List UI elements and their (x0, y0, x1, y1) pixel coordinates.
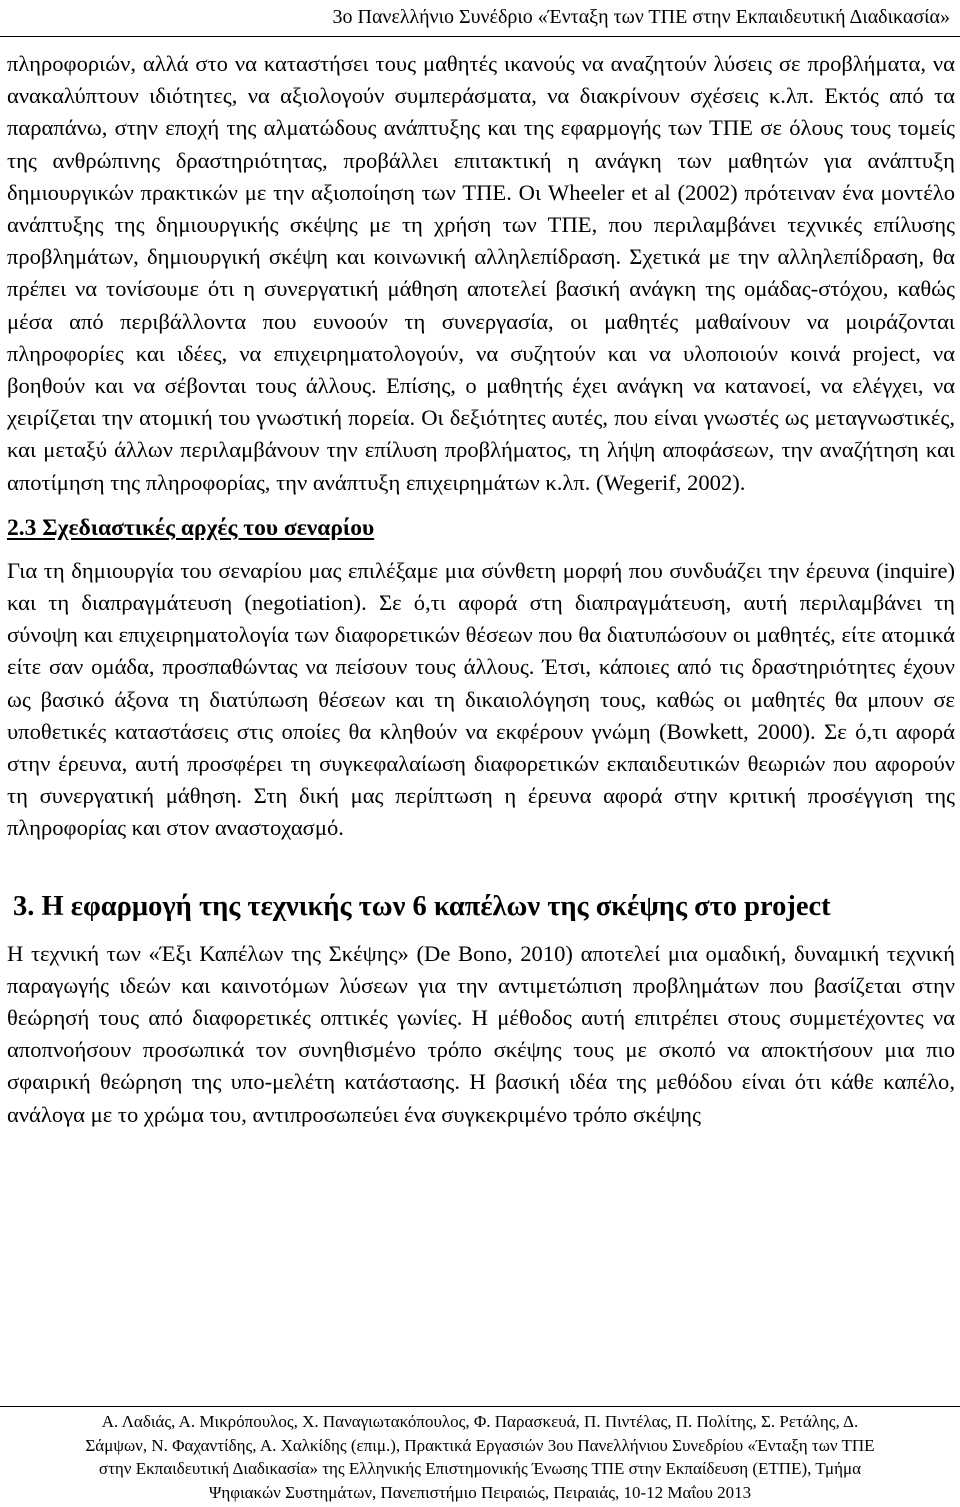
section-title: Σχεδιαστικές αρχές του σεναρίου (42, 514, 375, 541)
footer-line: Σάμψων, Ν. Φαχαντίδης, Α. Χαλκίδης (επιμ.), Πρακτικά Εργασιών 3ου Πανελλήνιου Συνεδρίου «Ένταξη των ΤΠΕ (85, 1435, 875, 1455)
paragraph-six-hats: Η τεχνική των «Έξι Καπέλων της Σκέψης» (De Bono, 2010) αποτελεί μια ομαδική, δυναμική τεχνική παραγωγής ιδεών και καινοτόμων λύσεων για την αντιμετώπιση προβλημάτων που βασίζεται στην θεώρησή τους από διαφορετικές οπτικές γωνίες. Η μέθοδος αυτή επιτρέπει στους συμμετέχοντες να αποπνοήσουν προσωπικά τον συνηθισμένο τρόπο σκέψης τους με σκοπό να αποκτήσουν μια πιο σφαιρική θεώρηση της υπο-μελέτη κατάστασης. Η βασική ιδέα της μεθόδου είναι ότι κάθε καπέλο, ανάλογα με το χρώμα του, αντιπροσωπεύει ένα συγκεκριμένο τρόπο σκέψης (7, 940, 955, 1127)
section-heading-3 (7, 888, 955, 926)
paragraph-design-principles: Για τη δημιουργία του σεναρίου μας επιλέξαμε μια σύνθετη μορφή που συνδυάζει την έρευνα (inquire) και τη διαπραγμάτευση (negotiation). Σε ό,τι αφορά στη διαπραγμάτευση, αυτή περιλαμβάνει τη σύνοψη και επιχειρηματολογία των διαφορετικών θέσεων που θα διατυπώσουν οι μαθητές, είτε ατομικά είτε σαν ομάδα, προσπαθώντας να πείσουν τους άλλους. Έτσι, κάποιες από τις δραστηριότητες έχουν ως βασικό άξονα τη διατύπωση θέσεων και τη δικαιολόγηση τους, καθώς οι μαθητές θα μπουν σε υποθετικές καταστάσεις στις οποίες θα κληθούν να εκφέρουν γνώμη (Bowkett, 2000). Σε ό,τι αφορά στην έρευνα, αυτή προσφέρει τη συγκεφαλαίωση διαφορετικών εκπαιδευτικών θεωριών που αφορούν τη συνεργατική μάθηση. Στη δική μας περίπτωση η έρευνα αφορά στην κριτική προσέγγιση της πληροφορίας και στον αναστοχασμό. (7, 557, 955, 841)
running-header (0, 0, 960, 36)
section-number: 2.3 (7, 514, 37, 541)
footer-divider (0, 1406, 960, 1407)
page-body (7, 48, 955, 1131)
section-heading-2-3 (7, 511, 955, 545)
header-divider (0, 36, 960, 37)
footer-line: στην Εκπαιδευτική Διαδικασία» της Ελληνικής Επιστημονικής Ένωσης ΤΠΕ στην Εκπαίδευση (ΕΤΠΕ), Τμήμα (98, 1459, 862, 1478)
section-title: Η εφαρμογή της τεχνικής των 6 καπέλων της σκέψης στο project (41, 890, 831, 922)
footer-line: Ψηφιακών Συστημάτων, Πανεπιστήμιο Πειραιώς, Πειραιάς, 10-12 Μαΐου 2013 (208, 1482, 752, 1502)
paragraph-intro: πληροφοριών, αλλά στο να καταστήσει τους μαθητές ικανούς να αναζητούν λύσεις σε προβλήματα, να ανακαλύπτουν ιδιότητες, να αξιολογούν συμπεράσματα, να διακρίνουν σχέσεις κ.λπ. Εκτός από τα παραπάνω, στην εποχή της αλματώδους ανάπτυξης και της εφαρμογής των ΤΠΕ σε όλους τους τομείς της ανθρώπινης δραστηριότητας, προβάλλει επιτακτική η ανάγκη των μαθητών για ανάπτυξη δημιουργικών πρακτικών με την αξιοποίηση των ΤΠΕ. Οι Wheeler et al (2002) πρότειναν ένα μοντέλο ανάπτυξης της δημιουργικής σκέψης με τη χρήση των ΤΠΕ, που περιλαμβάνει τεχνικές επίλυσης προβλημάτων, δημιουργική σκέψη και κοινωνική αλληλεπίδραση. Σχετικά με την αλληλεπίδραση, θα πρέπει να τονίσουμε ότι η συνεργατική μάθηση αποτελεί βασική ανάγκη της ομάδας-στόχου, καθώς μέσα από περιβάλλοντα που ευνοούν τη συνεργασία, οι μαθητές μαθαίνουν να μοιράζονται πληροφορίες και ιδέες, να επιχειρηματολογούν, να συζητούν και να υλοποιούν κοινά project, να βοηθούν και να σέβονται τους άλλους. Επίσης, ο μαθητής έχει ανάγκη να κατανοεί, να ελέγχει, να χειρίζεται την ατομική του γνωστική πορεία. Οι δεξιότητες αυτές, που είναι γνωστές ως μεταγνωστικές, και μεταξύ άλλων περιλαμβάνουν την επίλυση προβλήματος, τη λήψη αποφάσεων, την αναζήτηση και αποτίμηση της πληροφορίας, την ανάπτυξη επιχειρημάτων κ.λπ. (Wegerif, 2002). (7, 51, 955, 495)
running-title: 3ο Πανελλήνιο Συνέδριο «Ένταξη των ΤΠΕ στην Εκπαιδευτική Διαδικασία» (332, 6, 950, 28)
section-number: 3. (13, 890, 35, 922)
citation-footer (0, 1410, 960, 1504)
footer-line: Α. Λαδιάς, Α. Μικρόπουλος, Χ. Παναγιωτακόπουλος, Φ. Παρασκευά, Π. Πιντέλας, Π. Πολίτης, Σ. Ρετάλης, Δ. (101, 1412, 859, 1431)
